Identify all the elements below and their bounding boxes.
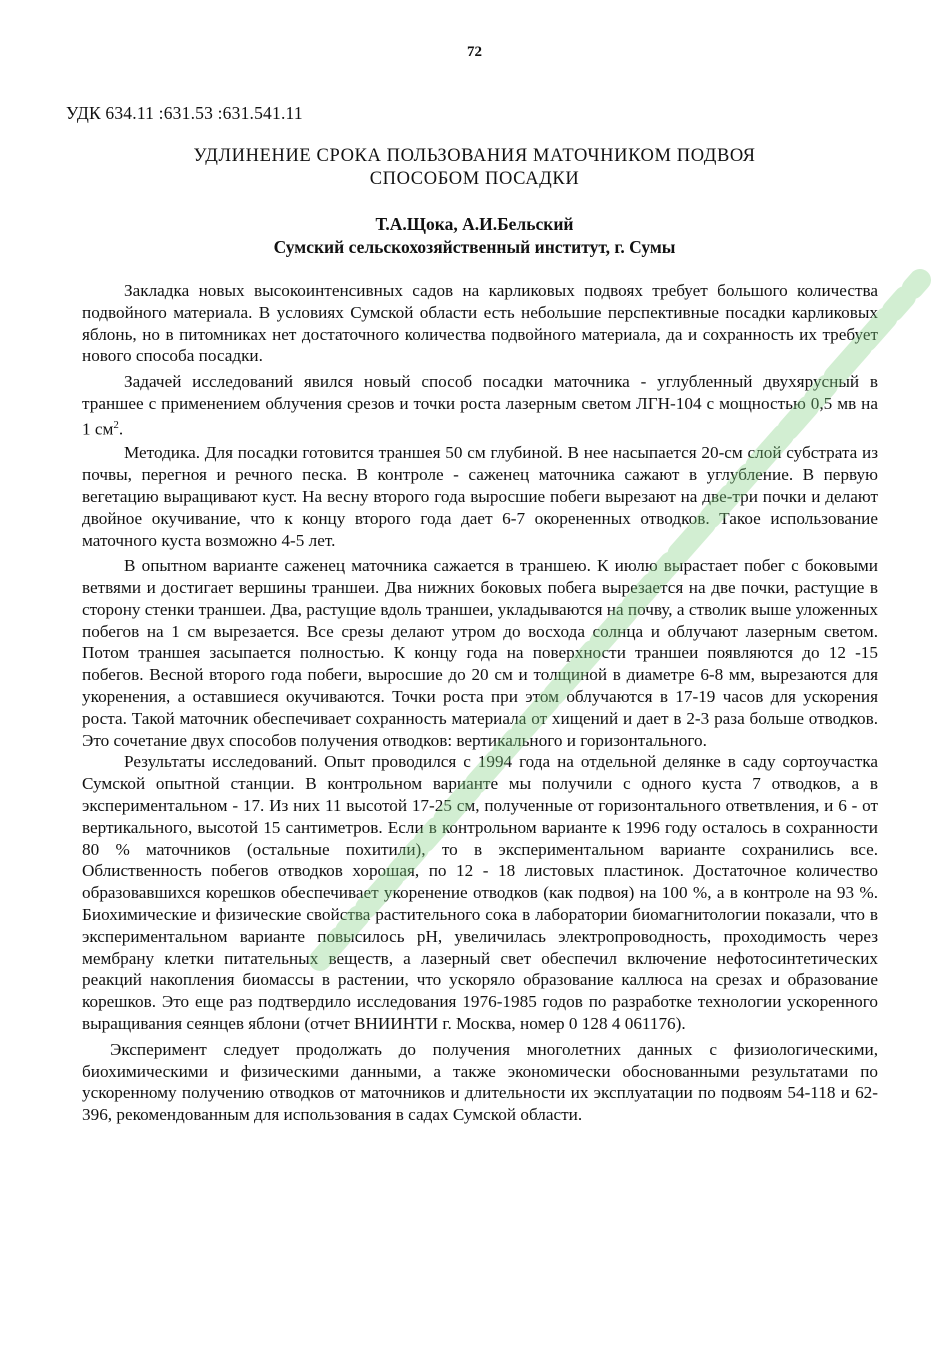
page-number: 72 <box>467 44 482 60</box>
paragraph-methods: Методика. Для посадки готовится траншея 50 см глубиной. В нее насыпается 20-см слой субстрата из почвы, перегноя и речного песка. В контроле - саженец маточника сажают в углубление. В первую вегетацию выращивают куст. На весну второго года выросшие побеги вырезают на две-три почки и делают двойное окучивание, что к концу второго года дает 6-7 окорененных отводков. Такое использование маточного куста возможно 4-5 лет. <box>82 443 878 550</box>
unit-superscript: 2 <box>113 418 119 431</box>
paragraph-objective <box>82 371 878 440</box>
title-line-1: УДЛИНЕНИЕ СРОКА ПОЛЬЗОВАНИЯ МАТОЧНИКОМ ПОДВОЯ <box>193 146 756 166</box>
objective-period: . <box>118 419 124 439</box>
paragraph-experimental-variant: В опытном варианте саженец маточника сажается в траншею. К июлю вырастает побег с боковыми ветвями и достигает вершины траншеи. Два нижних боковых побега вырезается на две почки, растущие в сторону стенки траншеи. Два, растущие вдоль траншеи, укладываются на почву, а стволик выше уложенных побегов на 1 см вырезается. Все срезы делают утром до восхода солнца и облучают лазерным светом. Потом траншея засыпается полностью. К концу года на поверхности траншеи появляются до 12 -15 побегов. Весной второго года побеги, выросшие до 20 см и толщиной в диаметре 6-8 мм, вырезаются для укоренения, а оставшиеся окучиваются. Точки роста при этом облучаются в 17-19 часов для ускорения роста. Такой маточник обеспечивает сохранность материала от хищений и дает в 2-3 раза больше отводков. Это сочетание двух способов получения отводков: вертикального и горизонтального. <box>82 556 878 750</box>
authors: Т.А.Щока, А.И.Бельский <box>375 214 574 234</box>
udc-code: УДК 634.11 :631.53 :631.541.11 <box>66 103 303 123</box>
title-line-2: СПОСОБОМ ПОСАДКИ <box>369 169 580 189</box>
article-title <box>60 145 889 191</box>
objective-text: Задачей исследований явился новый способ посадки маточника - углубленный двухярусный в траншее с применением облучения срезов и точки роста лазерным светом ЛГН-104 с мощностью 0,5 мв на 1 см <box>82 372 878 439</box>
paragraph-conclusion: Эксперимент следует продолжать до получения многолетних данных с физиологическими, биохимическими и физическими данными, а также экономически обоснованными результатами по ускоренному получению отводков от маточников и длительности их эксплуатации по подвоям 54-118 и 62-396, рекомендованным для использования в садах Сумской области. <box>82 1039 878 1125</box>
affiliation: Сумский сельскохозяйственный институт, г. Сумы <box>273 237 676 257</box>
paragraph-introduction: Закладка новых высокоинтенсивных садов на карликовых подвоях требует большого количества подвойного материала. В условиях Сумской области есть небольшие перспективные посадки карликовых яблонь, но в питомниках нет достаточного количества подвойного материала, да и сохранность их требует нового способа посадки. <box>82 281 878 366</box>
article-body <box>82 280 878 1126</box>
paragraph-results: Результаты исследований. Опыт проводился с 1994 года на отдельной делянке в саду сортоучастка Сумской опытной станции. В контрольном варианте мы получили с одного куста 7 отводков, а в экспериментальном - 17. Из них 11 высотой 17-25 см, полученные от горизонтального ответвления, и 6 - от вертикального, высотой 15 сантиметров. Если в контрольном варианте к 1996 году осталось в сохранности 80 % маточников (остальные похитили), то в экспериментальном варианте сохранились все. Облиственность побегов отводков хорошая, по 12 - 18 листовых пластинок. Достаточное количество образовавшихся корешков обеспечивает укоренение отводков (как подвоя) на 100 %, а в контроле на 93 %. Биохимические и физические свойства растительного сока в лаборатории биомагнитологии показали, что в экспериментальном варианте повысилось pH, увеличилась электропроводность, проходимость через мембрану клетки питательных веществ, а лазерный свет обеспечил включение нефотосинтетических реакций накопления биомассы в растении, что ускоряло образование каллюса на срезах и образование корешков. Это еще раз подтвердило исследования 1976-1985 годов по разработке технологии ускоренного выращивания сеянцев яблони (отчет ВНИИНТИ г. Москва, номер 0 128 4 061176). <box>82 752 878 1034</box>
